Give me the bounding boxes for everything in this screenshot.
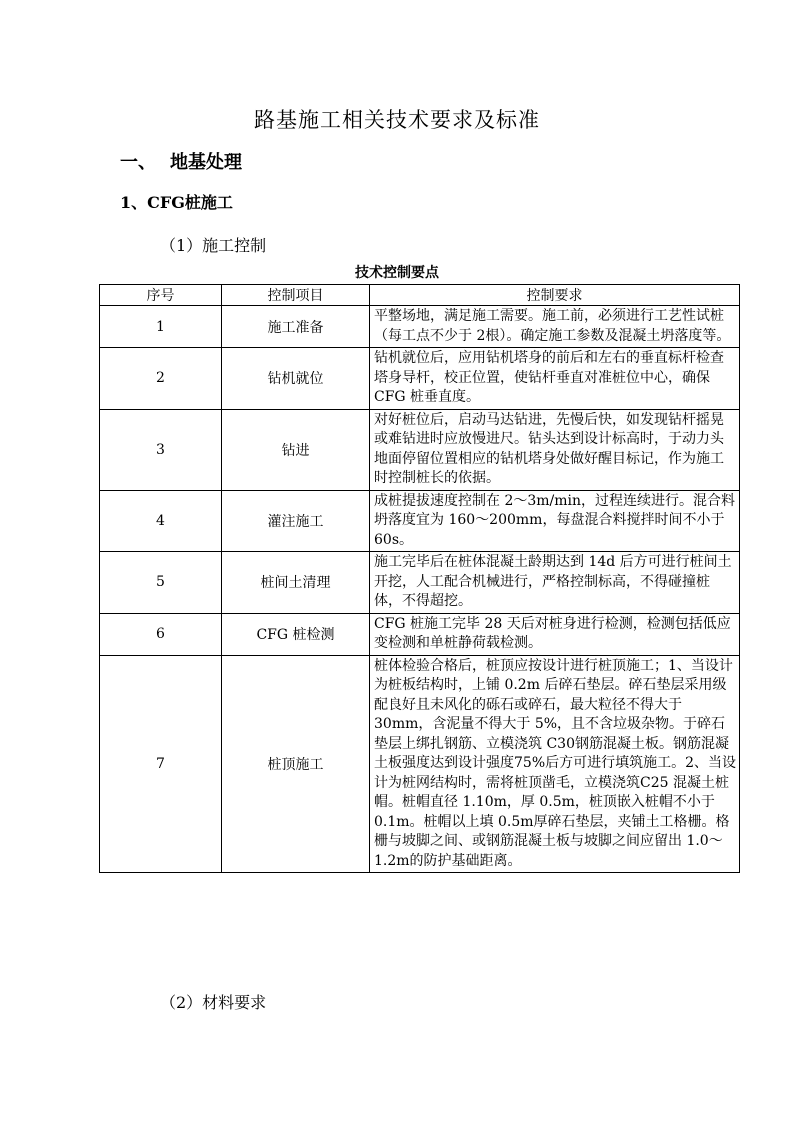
row-item: 灌注施工	[222, 490, 370, 552]
row-no: 5	[100, 552, 222, 614]
subsection-heading: 1、CFG桩施工	[120, 193, 233, 212]
section-heading	[120, 148, 242, 174]
document-title: 路基施工相关技术要求及标准	[254, 108, 540, 132]
item-heading-material-requirements: （2）材料要求	[160, 993, 267, 1012]
row-requirement: 平整场地，满足施工需要。施工前，必须进行工艺性试桩（每工点不少于 2根）。确定施工参数及混凝土坍落度等。	[370, 306, 740, 348]
row-requirement: 钻机就位后，应用钻机塔身的前后和左右的垂直标杆检查塔身导杆，校正位置，使钻杆垂直对准桩位中心，确保 CFG 桩垂直度。	[370, 348, 740, 410]
row-no: 6	[100, 613, 222, 655]
row-requirement: 对好桩位后，启动马达钻进，先慢后快，如发现钻杆摇晃或难钻进时应放慢进尺。钻头达到设计标高时，于动力头地面停留位置相应的钻机塔身处做好醒目标记，作为施工时控制桩长的依据。	[370, 409, 740, 490]
row-requirement: 桩体检验合格后，桩顶应按设计进行桩顶施工；1、当设计为桩板结构时，上铺 0.2m 后碎石垫层。碎石垫层采用级配良好且未风化的砾石或碎石，最大粒径不得大于 30mm，含泥量不得大于 5%，且不含垃圾杂物。于碎石垫层上绑扎钢筋、立模浇筑 C30钢筋混凝土板。钢筋混凝土板强度达到设计强度75%后方可进行填筑施工。2、当设计为桩网结构时，需将桩顶凿毛，立模浇筑C25 混凝土桩帽。桩帽直径 1.10m，厚 0.5m，桩顶嵌入桩帽不小于 0.1m。桩帽以上填 0.5m厚碎石垫层，夹铺土工格栅。格栅与坡脚之间、或钢筋混凝土板与坡脚之间应留出 1.0～1.2m的防护基础距离。	[370, 655, 740, 873]
row-requirement: 施工完毕后在桩体混凝土龄期达到 14d 后方可进行桩间土开挖，人工配合机械进行，严格控制标高，不得碰撞桩体，不得超挖。	[370, 552, 740, 614]
table-row	[100, 306, 740, 348]
row-no: 2	[100, 348, 222, 410]
header-no: 序号	[100, 285, 222, 306]
table-row	[100, 655, 740, 873]
row-item: 钻进	[222, 409, 370, 490]
item-heading-construction-control: （1）施工控制	[160, 236, 267, 255]
table-header-row	[100, 285, 740, 306]
row-no: 4	[100, 490, 222, 552]
table-row	[100, 552, 740, 614]
row-requirement: CFG 桩施工完毕 28 天后对桩身进行检测，检测包括低应变检测和单桩静荷载检测。	[370, 613, 740, 655]
header-item: 控制项目	[222, 285, 370, 306]
row-item: 施工准备	[222, 306, 370, 348]
section-number: 一、	[120, 152, 156, 173]
row-no: 1	[100, 306, 222, 348]
header-requirement: 控制要求	[370, 285, 740, 306]
table-row	[100, 348, 740, 410]
section-label: 地基处理	[170, 152, 242, 173]
row-no: 3	[100, 409, 222, 490]
row-no: 7	[100, 655, 222, 873]
table-row	[100, 613, 740, 655]
table-row	[100, 490, 740, 552]
row-item: 桩顶施工	[222, 655, 370, 873]
row-requirement: 成桩提拔速度控制在 2～3m/min，过程连续进行。混合料坍落度宜为 160～200mm，每盘混合料搅拌时间不小于 60s。	[370, 490, 740, 552]
technical-control-table	[99, 284, 740, 873]
table-row	[100, 409, 740, 490]
table-caption: 技术控制要点	[355, 265, 439, 281]
row-item: 桩间土清理	[222, 552, 370, 614]
row-item: CFG 桩检测	[222, 613, 370, 655]
row-item: 钻机就位	[222, 348, 370, 410]
